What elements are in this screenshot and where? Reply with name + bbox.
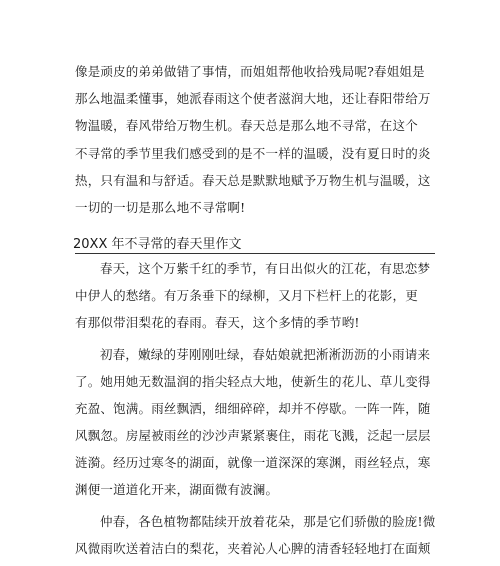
para1-line-2: 那么地温柔懂事，她派春雨这个使者滋润大地，还让春阳带给万 — [75, 91, 431, 106]
essay-title: 20XX 年不寻常的春天里作文 — [73, 237, 242, 252]
para1-line-4: 不寻常的季节里我们感受到的是不一样的温暖，没有夏日时的炎 — [75, 146, 431, 161]
para3-line-2: 了。她用她无数温润的指尖轻点大地，使新生的花儿、草儿变得 — [75, 374, 431, 389]
para2-line-2: 中伊人的愁绪。有万条垂下的绿柳，又月下栏杆上的花影，更 — [75, 288, 418, 303]
para1-line-5: 热，只有温和与舒适。春天总是默默地赋予万物生机与温暖，这 — [75, 173, 431, 188]
para1-line-3: 物温暖，春风带给万物生机。春天总是那么地不寻常，在这个 — [75, 118, 418, 133]
para2-line-1: 春天，这个万紫千红的季节，有日出似火的江花，有思恋梦 — [100, 261, 431, 276]
para3-line-6: 渊便一道道化开来，湖面微有波澜。 — [75, 482, 279, 497]
para4-line-1: 仲春，各色植物都陆续开放着花朵，那是它们骄傲的脸庞!微 — [100, 514, 436, 529]
para3-line-1: 初春，嫩绿的芽刚刚吐绿，春姑娘就把淅淅沥沥的小雨请来 — [100, 347, 431, 362]
para1-line-6: 一切的一切是那么地不寻常啊! — [75, 200, 246, 215]
para3-line-4: 风飘忽。房屋被雨丝的沙沙声紧紧裹住，雨花飞溅，泛起一层层 — [75, 428, 431, 443]
para1-line-1: 像是顽皮的弟弟做错了事情，而姐姐帮他收拾残局呢?春姐姐是 — [75, 64, 425, 79]
para3-line-5: 涟漪。经历过寒冬的湖面，就像一道深深的寒渊，雨丝轻点，寒 — [75, 455, 431, 470]
para4-line-2: 风微雨吹送着洁白的梨花，夹着沁人心脾的清香轻轻地打在面颊 — [75, 541, 431, 556]
para3-line-3: 充盈、饱满。雨丝飘洒，细细碎碎，却并不停歇。一阵一阵，随 — [75, 401, 431, 416]
title-divider — [75, 253, 435, 254]
para2-line-3: 有那似带泪梨花的春雨。春天，这个多情的季节哟! — [75, 315, 360, 330]
